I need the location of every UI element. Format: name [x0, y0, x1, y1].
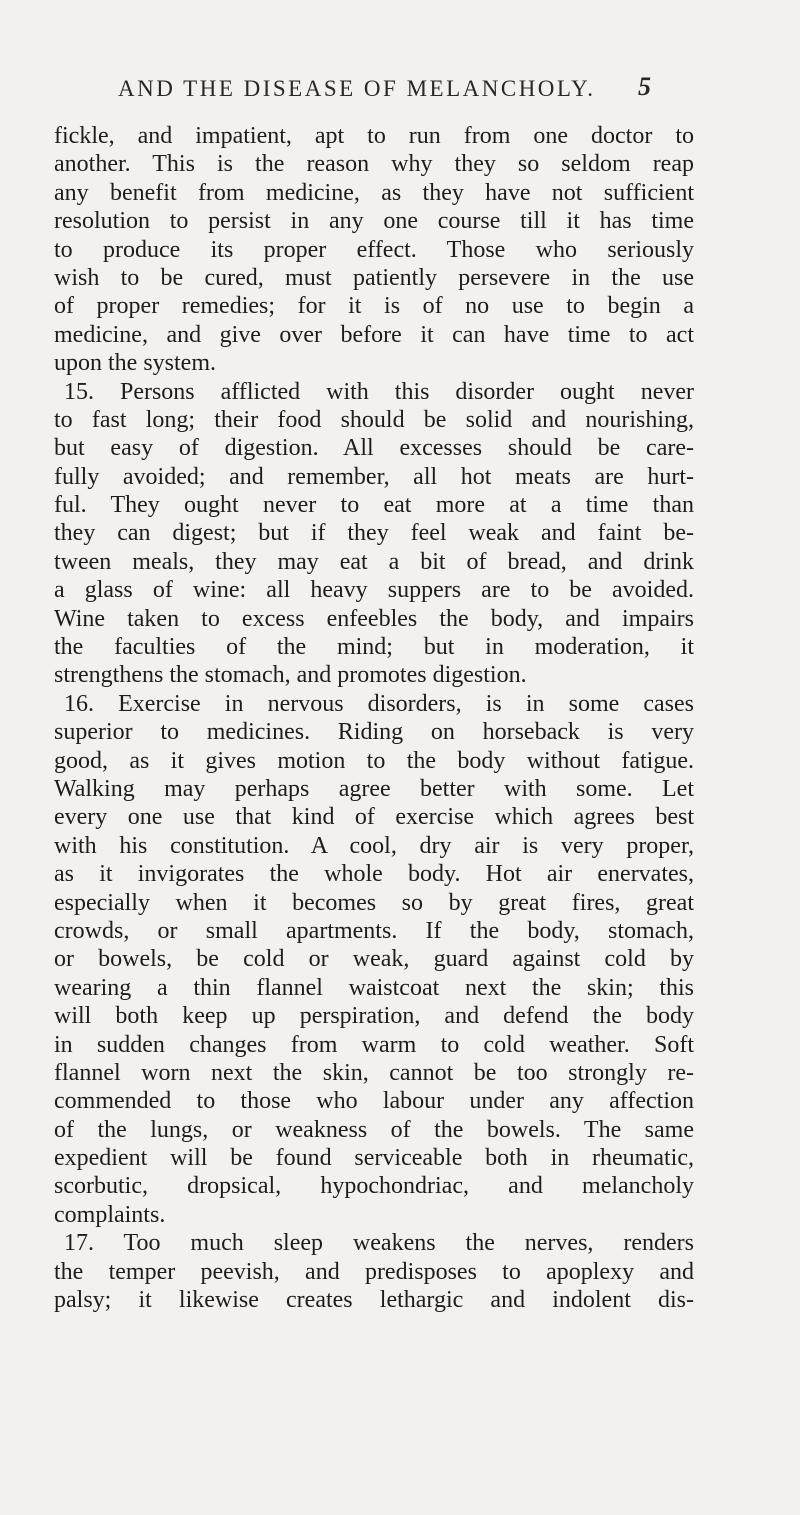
text-line: complaints.	[54, 1201, 166, 1228]
text-line: 17. Too much sleep weakens the nerves, renders	[64, 1230, 694, 1257]
text-line: especially when it becomes so by great fires, great	[54, 889, 694, 916]
text-line: tween meals, they may eat a bit of bread, and drink	[54, 548, 694, 575]
text-line: medicine, and give over before it can have time to act	[54, 321, 694, 348]
text-line: fully avoided; and remember, all hot meats are hurt-	[54, 463, 694, 490]
text-line: scorbutic, dropsical, hypochondriac, and melancholy	[54, 1173, 694, 1200]
text-line: another. This is the reason why they so seldom reap	[54, 151, 694, 178]
text-line: they can digest; but if they feel weak and faint be-	[54, 520, 694, 547]
text-line: in sudden changes from warm to cold weather. Soft	[54, 1031, 694, 1058]
text-line: the faculties of the mind; but in moderation, it	[54, 634, 694, 661]
text-line: ful. They ought never to eat more at a time than	[54, 492, 694, 519]
text-line: good, as it gives motion to the body without fatigue.	[54, 747, 694, 774]
text-line: any benefit from medicine, as they have not sufficient	[54, 179, 694, 206]
text-line: but easy of digestion. All excesses should be care-	[54, 435, 694, 462]
text-line: strengthens the stomach, and promotes digestion.	[54, 662, 527, 689]
text-line: every one use that kind of exercise which agrees best	[54, 804, 694, 831]
text-line: or bowels, be cold or weak, guard against cold by	[54, 946, 694, 973]
text-line: upon the system.	[54, 350, 216, 377]
text-line: 15. Persons afflicted with this disorder ought never	[64, 378, 694, 405]
text-line: Walking may perhaps agree better with some. Let	[54, 775, 694, 802]
text-line: of proper remedies; for it is of no use to begin a	[54, 293, 694, 320]
text-line: resolution to persist in any one course till it has time	[54, 208, 694, 235]
text-line: to fast long; their food should be solid and nourishing,	[54, 406, 694, 433]
text-line: a glass of wine: all heavy suppers are to be avoided.	[54, 577, 694, 604]
text-line: expedient will be found serviceable both in rheumatic,	[54, 1145, 694, 1172]
body-text	[54, 122, 694, 1314]
text-line: Wine taken to excess enfeebles the body, and impairs	[54, 605, 694, 632]
text-line: the temper peevish, and predisposes to apoplexy and	[54, 1258, 694, 1285]
running-head: AND THE DISEASE OF MELANCHOLY.	[118, 76, 596, 101]
text-line: commended to those who labour under any affection	[54, 1088, 694, 1115]
text-line: palsy; it likewise creates lethargic and indolent dis-	[54, 1287, 694, 1314]
text-line: with his constitution. A cool, dry air is very proper,	[54, 832, 694, 859]
text-line: of the lungs, or weakness of the bowels. The same	[54, 1116, 694, 1143]
text-line: wearing a thin flannel waistcoat next the skin; this	[54, 974, 694, 1001]
text-line: superior to medicines. Riding on horseback is very	[54, 719, 694, 746]
text-line: flannel worn next the skin, cannot be too strongly re-	[54, 1059, 694, 1086]
text-line: wish to be cured, must patiently persevere in the use	[54, 264, 694, 291]
text-line: to produce its proper effect. Those who seriously	[54, 236, 694, 263]
text-line: will both keep up perspiration, and defend the body	[54, 1003, 694, 1030]
page-number: 5	[638, 72, 651, 101]
text-line: crowds, or small apartments. If the body, stomach,	[54, 917, 694, 944]
text-line: fickle, and impatient, apt to run from one doctor to	[54, 123, 694, 149]
text-line: as it invigorates the whole body. Hot air enervates,	[54, 861, 694, 888]
text-line: 16. Exercise in nervous disorders, is in some cases	[64, 690, 694, 717]
